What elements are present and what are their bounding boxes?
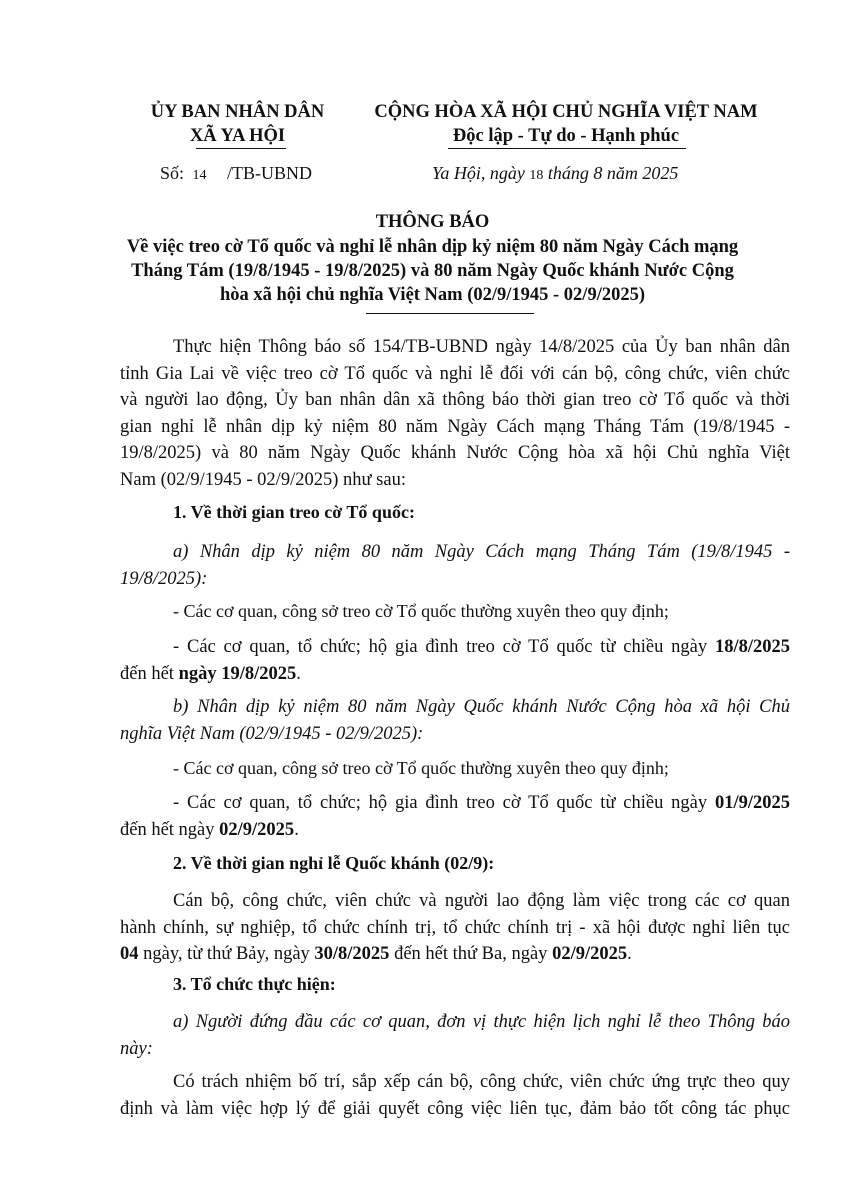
section-1a-item-2: - Các cơ quan, tổ chức; hộ gia đình treo cờ Tổ quốc từ chiều ngày 18/8/2025 đến hết ngày 19/8/2025.: [120, 637, 790, 684]
document-number: Số: 14 /TB-UBND: [160, 163, 313, 183]
agency-underline: [196, 148, 286, 149]
notice-subject-line-1: Về việc treo cờ Tổ quốc và nghỉ lễ nhân dịp kỷ niệm 80 năm Ngày Cách mạng: [126, 237, 739, 257]
intro-paragraph: Thực hiện Thông báo số 154/TB-UBND ngày 14/8/2025 của Ủy ban nhân dân tỉnh Gia Lai về việc treo cờ Tổ quốc và nghỉ lễ đối với cán bộ, công chức, viên chức và người lao động, Ủy ban nhân dân xã thông báo thời gian treo cờ Tổ quốc và thời gian nghỉ lễ nhân dịp kỷ niệm 80 năm Ngày Cách mạng Tháng Tám (19/8/1945 - 19/8/2025) và 80 năm Ngày Quốc khánh Nước Cộng hòa xã hội Chủ nghĩa Việt Nam (02/9/1945 - 02/9/2025) như sau:: [120, 337, 790, 490]
national-header: [360, 100, 772, 148]
section-1a-item-1: - Các cơ quan, công sở treo cờ Tổ quốc thường xuyên theo quy định;: [173, 601, 669, 621]
national-motto: Độc lập - Tự do - Hạnh phúc: [452, 126, 680, 146]
section-1-heading: 1. Về thời gian treo cờ Tổ quốc:: [173, 502, 415, 522]
document-number-value: 14: [192, 168, 207, 183]
issuing-agency: [120, 100, 355, 148]
agency-line-1: ỦY BAN NHÂN DÂN: [150, 102, 325, 122]
section-3-paragraph: Có trách nhiệm bố trí, sắp xếp cán bộ, công chức, viên chức ứng trực theo quy định và làm việc hợp lý để giải quyết công việc liên tục, đảm bảo tốt công tác phục: [120, 1072, 790, 1119]
section-1b-heading: b) Nhân dịp kỷ niệm 80 năm Ngày Quốc khánh Nước Cộng hòa xã hội Chủ nghĩa Việt Nam (02/9/1945 - 02/9/2025):: [120, 697, 790, 744]
nation-name: CỘNG HÒA XÃ HỘI CHỦ NGHĨA VIỆT NAM: [374, 102, 758, 122]
section-1b-item-2: - Các cơ quan, tổ chức; hộ gia đình treo cờ Tổ quốc từ chiều ngày 01/9/2025 đến hết ngày 02/9/2025.: [120, 793, 790, 840]
section-2-heading: 2. Về thời gian nghỉ lễ Quốc khánh (02/9):: [173, 853, 495, 873]
title-underline: [366, 313, 534, 314]
motto-underline: [448, 148, 686, 149]
section-3-heading: 3. Tổ chức thực hiện:: [173, 974, 336, 994]
date-day: 18: [529, 168, 544, 183]
section-1b-item-1: - Các cơ quan, công sở treo cờ Tổ quốc thường xuyên theo quy định;: [173, 758, 669, 778]
notice-subject-line-2: Tháng Tám (19/8/1945 - 19/8/2025) và 80 năm Ngày Quốc khánh Nước Cộng: [131, 261, 734, 281]
section-3a-heading: a) Người đứng đầu các cơ quan, đơn vị thực hiện lịch nghỉ lễ theo Thông báo này:: [120, 1012, 790, 1059]
section-2-paragraph: Cán bộ, công chức, viên chức và người lao động làm việc trong các cơ quan hành chính, sự nghiệp, tổ chức chính trị, tổ chức chính trị - xã hội được nghỉ liên tục 04 ngày, từ thứ Bảy, ngày 30/8/2025 đến hết thứ Ba, ngày 02/9/2025.: [120, 891, 790, 964]
notice-subject-line-3: hòa xã hội chủ nghĩa Việt Nam (02/9/1945 - 02/9/2025): [219, 285, 645, 305]
section-1a-heading: a) Nhân dịp kỷ niệm 80 năm Ngày Cách mạng Tháng Tám (19/8/1945 - 19/8/2025):: [120, 542, 790, 589]
document-date: Ya Hội, ngày 18 tháng 8 năm 2025: [432, 163, 679, 183]
agency-line-2: XÃ YA HỘI: [189, 126, 286, 146]
notice-heading: THÔNG BÁO: [375, 212, 490, 232]
